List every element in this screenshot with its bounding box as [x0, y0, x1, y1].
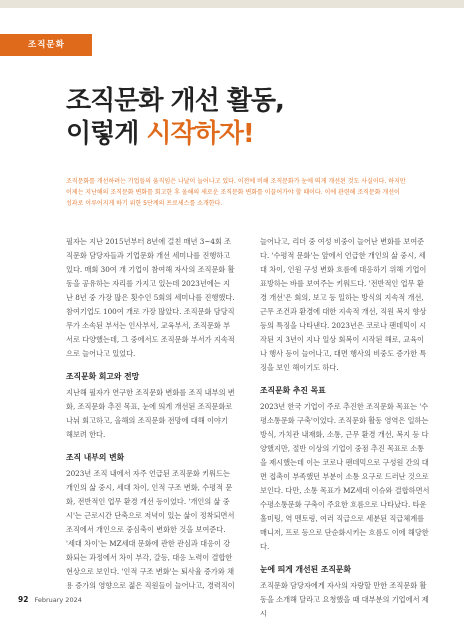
- top-decorative-band: [0, 0, 464, 8]
- title-line-1: 조직문화 개선 활동,: [66, 86, 284, 116]
- paragraph-continued: 늘어나고, 리더 중 여성 비중이 늘어난 변화를 보여준다. '수평적 문화'는 앞에서 언급한 개인의 삶 중시, 세대 차이, 인원 구성 변화 흐름에 대응하기 위해 기업이 표방하는 바를 보여주는 키워드다. '전반적인 업무 환경 개선'은 회의, 보고 등 일하는 방식의 지속적 개선, 근무 조건과 환경에 대한 지속적 개선, 직원 복지 향상 등의 특징을 나타낸다. 2023년은 코로나 팬데믹이 시작된 지 3년이 지나 일상 회복이 시작된 해로, 교육이나 행사 등이 늘어나고, 대면 행사의 비중도 증가한 특징을 보인 해이기도 하다.: [260, 237, 427, 372]
- page-number: 92: [18, 595, 29, 604]
- paragraph-improved-culture: 조직문화 담당자에게 자사의 자랑할 만한 조직문화 활동을 소개해 달라고 요청했을 때 대부분의 기업에서 제시: [260, 581, 429, 617]
- subheading-goals: 조직문화 추진 목표: [260, 386, 326, 395]
- paragraph-goals: 2023년 한국 기업이 주로 추진한 조직문화 목표는 '수평소통문화 구축'이었다. 조직문화 활동 영역은 일하는 방식, 가치관 내재화, 소통, 근무 환경 개선, 복지 등 다양했지만, 절반 이상의 기업이 중점 추진 목표로 소통을 제시했는데 이는 코로나 팬데믹으로 구성원 간의 대면 접촉이 부족했던 부분이 소통 요구로 드러난 것으로 보인다. 다만, 소통 목표가 MZ세대 이슈와 결합하면서 수평소통문화 구축이 주요한 흐름으로 나타났다. 타운홀미팅, 역 멘토링, 여러 직급으로 세분된 직급체계를 매니저, 프로 등으로 단순화시키는 흐름도 이에 해당한다.: [260, 402, 430, 551]
- subheading-internal-change: 조직 내부의 변화: [66, 453, 125, 462]
- subheading-improved-culture: 눈에 띄게 개선된 조직문화: [260, 565, 351, 574]
- lead-paragraph: 조직문화를 개선하려는 기업들의 움직임은 나날이 늘어나고 있다. 이전에 비해 조직문화가 눈에 띄게 개선된 것도 사실이다. 하지만 이제는 지난해의 조직문화 변화를 회고한 후 올해의 새로운 조직문화 변화를 이끌어가야 할 때이다. 이에 관련해 조직문화 개선이 성과로 이루어지게 하기 위한 5단계의 프로세스를 소개한다.: [66, 178, 406, 207]
- left-column: [66, 235, 236, 593]
- intro-paragraph: 필자는 지난 2015년부터 8년에 걸친 매년 3~4회 조직문화 담당자들과 기업문화 개선 세미나를 진행하고 있다. 매회 30여 개 기업이 참여해 자사의 조직문화 활동을 공유하는 자리를 가지고 있는데 2023년에는 지난 8년 중 가장 많은 횟수인 5회의 세미나를 진행했다. 참여기업도 100여 개로 가장 많았다. 조직문화 담당직무가 소속된 부서는 인사부서, 교육부서, 조직문화 부서로 다양했는데, 그 중에서도 조직문화 부서가 지속적으로 늘어나고 있었다.: [66, 237, 235, 358]
- title-line-2-accent: 시작하자!: [146, 119, 254, 149]
- page-title: [66, 85, 426, 151]
- issue-date: February 2024: [34, 596, 82, 604]
- paragraph-internal-change: 2023년 조직 내에서 자주 언급된 조직문화 키워드는 개인의 삶 중시, 세대 차이, 인적 구조 변화, 수평적 문화, 전반적인 업무 환경 개선 등이었다. '개인의 삶 중시'는 근로시간 단축으로 저녁이 있는 삶이 정착되면서 조직에서 개인으로 중심축이 변화한 것을 보여준다. '세대 차이'는 MZ세대 문화에 관한 관심과 대응이 강화되는 과정에서 차이 부각, 갈등, 대응 노력이 결합한 현상으로 보인다. '인적 구조 변화'는 퇴사율 증가와 채용 증가의 영향으로 젊은 직원들이 늘어나고, 경력직이: [66, 469, 235, 590]
- right-column: [260, 235, 430, 617]
- paragraph-retrospect: 지난해 필자가 연구한 조직문화 변화를 조직 내부의 변화, 조직문화 추진 목표, 눈에 띄게 개선된 조직문화로 나눠 회고하고, 올해의 조직문화 전망에 대해 이야기 해보려 한다.: [66, 388, 235, 439]
- title-line-2-prefix: 이렇게: [66, 119, 147, 149]
- section-label: 조직문화: [0, 34, 92, 56]
- subheading-retrospect: 조직문화 회고와 전망: [66, 372, 140, 381]
- page-footer: [18, 595, 82, 604]
